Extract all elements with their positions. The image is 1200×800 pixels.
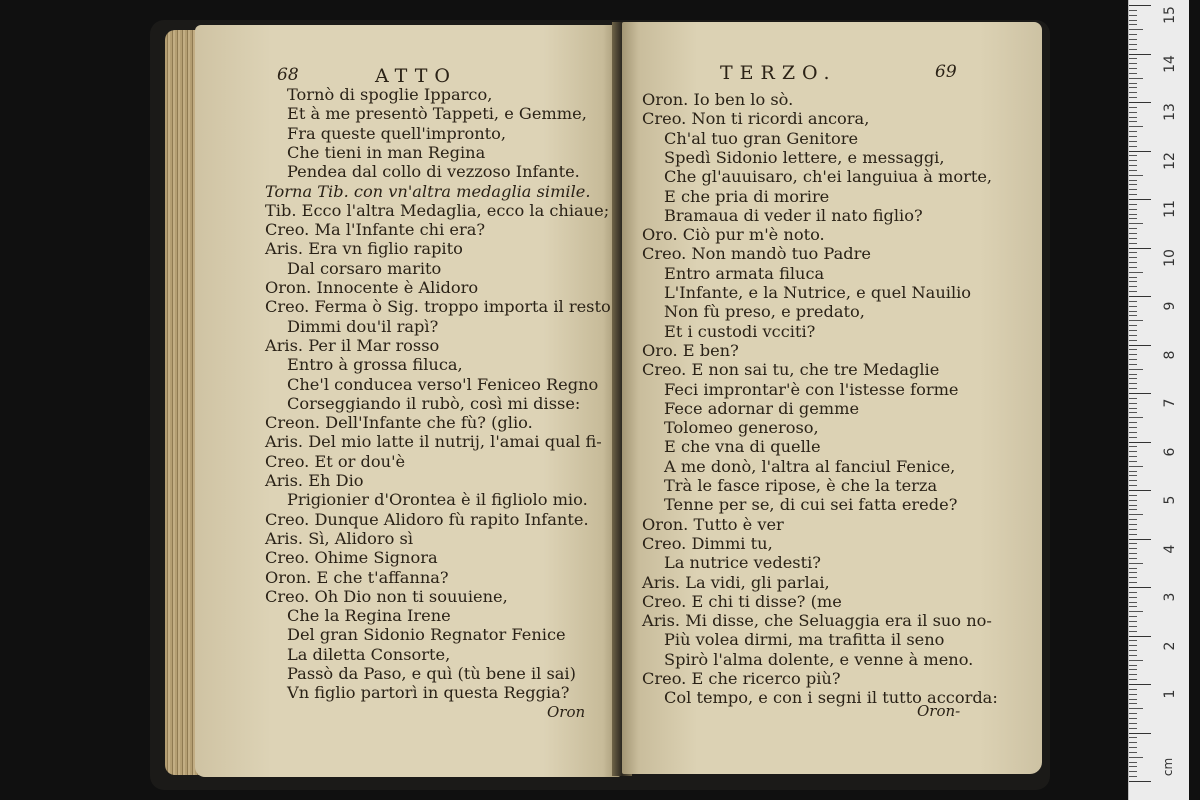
text-line: Del gran Sidonio Regnator Fenice	[287, 625, 566, 645]
ruler-tick	[1129, 485, 1137, 486]
ruler-number: 1	[1162, 689, 1178, 699]
ruler-tick	[1129, 291, 1137, 292]
ruler-tick	[1129, 626, 1137, 627]
left-page-number: 68	[277, 65, 299, 85]
text-line: Aris. Per il Mar rosso	[265, 335, 440, 355]
ruler-tick	[1129, 136, 1137, 137]
text-line: L'Infante, e la Nutrice, e quel Nauilio	[664, 283, 972, 302]
ruler-tick	[1129, 107, 1137, 108]
measurement-ruler	[1128, 0, 1189, 800]
ruler-tick	[1129, 403, 1137, 404]
ruler-tick	[1129, 427, 1137, 428]
text-line: Creo. E che ricerco più?	[642, 669, 841, 688]
text-line: Aris. Sì, Alidoro sì	[265, 528, 414, 548]
ruler-tick	[1129, 180, 1137, 181]
text-line: Oron. Io ben lo sò.	[642, 90, 794, 109]
ruler-tick	[1129, 466, 1143, 467]
ruler-tick	[1129, 63, 1137, 64]
ruler-tick	[1129, 495, 1137, 496]
ruler-tick	[1129, 490, 1151, 491]
ruler-tick	[1129, 597, 1137, 598]
text-line: Creo. Dimmi tu,	[642, 533, 773, 553]
ruler-tick	[1129, 262, 1137, 263]
text-line: Creo. Ferma ò Sig. troppo importa il resto	[265, 297, 611, 317]
ruler-tick	[1129, 776, 1137, 777]
ruler-tick	[1129, 383, 1137, 384]
ruler-tick	[1129, 611, 1143, 612]
left-catchword: Oron	[547, 703, 586, 721]
right-page-header: TERZO.	[720, 62, 837, 84]
ruler-number: 14	[1162, 54, 1178, 73]
text-line: Prigionier d'Orontea è il figliolo mio.	[287, 490, 588, 510]
ruler-tick	[1129, 417, 1143, 418]
ruler-tick	[1129, 679, 1137, 680]
ruler-tick	[1129, 20, 1137, 21]
ruler-tick	[1129, 243, 1137, 244]
text-line: Et à me presentò Tappeti, e Gemme,	[287, 104, 587, 124]
ruler-tick	[1129, 762, 1137, 763]
ruler-tick	[1129, 15, 1137, 16]
ruler-tick	[1129, 757, 1143, 758]
ruler-tick	[1129, 645, 1137, 646]
ruler-tick	[1129, 563, 1143, 564]
ruler-tick	[1129, 446, 1137, 447]
ruler-tick	[1129, 660, 1143, 661]
text-line: Tenne per se, di cui sei fatta erede?	[664, 495, 958, 515]
ruler-number: 12	[1162, 151, 1178, 170]
text-line: Oron. Tutto è ver	[642, 514, 784, 534]
ruler-tick	[1129, 577, 1137, 578]
text-line: Che tieni in man Regina	[287, 142, 486, 162]
text-line: Non fù preso, e predato,	[664, 302, 865, 322]
ruler-tick	[1129, 92, 1137, 93]
ruler-tick	[1129, 238, 1137, 239]
ruler-unit-label: cm	[1161, 757, 1176, 777]
ruler-tick	[1129, 170, 1137, 171]
ruler-tick	[1129, 5, 1151, 6]
ruler-number: 9	[1162, 301, 1178, 311]
ruler-tick	[1129, 747, 1137, 748]
ruler-tick	[1129, 592, 1137, 593]
ruler-tick	[1129, 223, 1143, 224]
ruler-tick	[1129, 228, 1137, 229]
ruler-tick	[1129, 480, 1137, 481]
ruler-tick	[1129, 146, 1137, 147]
ruler-tick	[1129, 369, 1143, 370]
ruler-tick	[1129, 374, 1137, 375]
ruler-tick	[1129, 39, 1137, 40]
ruler-tick	[1129, 184, 1137, 185]
ruler-tick	[1129, 514, 1143, 515]
ruler-tick	[1129, 451, 1137, 452]
ruler-tick	[1129, 728, 1137, 729]
ruler-tick	[1129, 733, 1151, 734]
text-line: Creo. Ohime Signora	[265, 548, 438, 568]
ruler-tick	[1129, 364, 1137, 365]
ruler-tick	[1129, 461, 1137, 462]
text-line: Aris. La vidi, gli parlai,	[642, 572, 830, 592]
text-line: Creo. Oh Dio non ti souuiene,	[265, 586, 508, 606]
ruler-tick	[1129, 252, 1137, 253]
ruler-tick	[1129, 257, 1137, 258]
text-line: Creo. Dunque Alidoro fù rapito Infante.	[265, 509, 589, 529]
ruler-number: 7	[1162, 398, 1178, 408]
text-line: Creo. Non ti ricordi ancora,	[642, 109, 870, 129]
text-line: Torna Tib. con vn'altra medaglia simile.	[265, 181, 591, 201]
ruler-number: 13	[1162, 103, 1178, 121]
ruler-tick	[1129, 199, 1151, 200]
ruler-tick	[1129, 708, 1143, 709]
ruler-tick	[1129, 87, 1137, 88]
text-line: Oron. Innocente è Alidoro	[265, 278, 479, 297]
text-line: Fra queste quell'impronto,	[287, 123, 507, 143]
text-line: Oro. Ciò pur m'è noto.	[642, 225, 825, 245]
ruler-tick	[1129, 771, 1137, 772]
ruler-tick	[1129, 73, 1137, 74]
left-page	[195, 25, 620, 777]
text-line: Dimmi dou'il rapì?	[287, 316, 439, 336]
ruler-number: 6	[1162, 447, 1178, 456]
ruler-tick	[1129, 703, 1137, 704]
ruler-tick	[1129, 97, 1137, 98]
ruler-tick	[1129, 582, 1137, 583]
ruler-tick	[1129, 44, 1137, 45]
ruler-tick	[1129, 78, 1143, 79]
ruler-tick	[1129, 388, 1137, 389]
text-line: Oro. E ben?	[642, 340, 739, 360]
text-line: Corseggiando il rubò, così mi disse:	[287, 393, 581, 413]
text-line: Bramaua di veder il nato figlio?	[664, 205, 923, 225]
ruler-number: 2	[1162, 641, 1178, 650]
text-line: Creo. Ma l'Infante chi era?	[265, 220, 486, 240]
text-line: Che la Regina Irene	[287, 606, 451, 626]
ruler-tick	[1129, 437, 1137, 438]
ruler-tick	[1129, 655, 1137, 656]
ruler-tick	[1129, 529, 1137, 530]
text-line: Feci improntar'è con l'istesse forme	[664, 379, 959, 399]
ruler-tick	[1129, 553, 1137, 554]
right-page-number: 69	[935, 62, 957, 82]
ruler-tick	[1129, 233, 1137, 234]
ruler-tick	[1129, 335, 1137, 336]
left-page-header: ATTO	[375, 65, 457, 87]
ruler-tick	[1129, 393, 1151, 394]
ruler-tick	[1129, 248, 1151, 249]
ruler-tick	[1129, 102, 1151, 103]
text-line: A me donò, l'altra al fanciul Fenice,	[664, 456, 956, 476]
ruler-tick	[1129, 408, 1137, 409]
ruler-tick	[1129, 165, 1137, 166]
text-line: Che gl'auuisaro, ch'ei languiua à morte,	[664, 167, 993, 187]
ruler-tick	[1129, 572, 1137, 573]
ruler-tick	[1129, 519, 1137, 520]
text-line: Tolomeo generoso,	[664, 418, 819, 438]
ruler-tick	[1129, 281, 1137, 282]
right-catchword: Oron-	[917, 702, 961, 720]
ruler-tick	[1129, 194, 1137, 195]
ruler-tick	[1129, 141, 1137, 142]
ruler-tick	[1129, 306, 1137, 307]
text-line: Più volea dirmi, ma trafitta il seno	[664, 630, 945, 650]
ruler-number: 3	[1162, 592, 1178, 602]
ruler-tick	[1129, 665, 1137, 666]
ruler-number: 5	[1162, 495, 1178, 505]
ruler-tick	[1129, 621, 1137, 622]
text-line: Che'l conducea verso'l Feniceo Regno	[287, 374, 599, 394]
text-line: Tib. Ecco l'altra Medaglia, ecco la chiaue;	[265, 200, 610, 220]
ruler-number: 15	[1162, 6, 1178, 24]
ruler-tick	[1129, 587, 1151, 588]
text-line: Aris. Eh Dio	[265, 471, 364, 490]
ruler-tick	[1129, 117, 1137, 118]
ruler-tick	[1129, 500, 1137, 501]
ruler-tick	[1129, 718, 1137, 719]
ruler-tick	[1129, 398, 1137, 399]
ruler-tick	[1129, 548, 1137, 549]
ruler-tick	[1129, 204, 1137, 205]
text-line: Aris. Del mio latte il nutrij, l'amai qual fi-	[265, 432, 602, 452]
ruler-tick	[1129, 189, 1137, 190]
ruler-tick	[1129, 214, 1137, 215]
ruler-tick	[1129, 742, 1137, 743]
ruler-tick	[1129, 422, 1137, 423]
ruler-tick	[1129, 277, 1137, 278]
ruler-tick	[1129, 723, 1137, 724]
text-line: Aris. Mi disse, che Seluaggia era il suo no-	[642, 611, 992, 631]
text-line: Passò da Paso, e quì (tù bene il sai)	[287, 664, 576, 683]
ruler-tick	[1129, 126, 1143, 127]
ruler-tick	[1129, 602, 1137, 603]
ruler-tick	[1129, 320, 1143, 321]
text-line: Trà le fasce ripose, è che la terza	[664, 476, 938, 495]
text-line: Fece adornar di gemme	[664, 398, 860, 418]
ruler-tick	[1129, 694, 1137, 695]
ruler-tick	[1129, 311, 1137, 312]
ruler-tick	[1129, 669, 1137, 670]
text-line: Creo. Non mandò tuo Padre	[642, 244, 871, 264]
text-line: Ch'al tuo gran Genitore	[664, 128, 859, 148]
ruler-tick	[1129, 286, 1137, 287]
ruler-tick	[1129, 684, 1151, 685]
ruler-tick	[1129, 175, 1143, 176]
ruler-tick	[1129, 354, 1137, 355]
ruler-tick	[1129, 49, 1137, 50]
ruler-tick	[1129, 121, 1137, 122]
ruler-tick	[1129, 378, 1137, 379]
ruler-tick	[1129, 160, 1137, 161]
text-line: Pendea dal collo di vezzoso Infante.	[287, 162, 580, 182]
text-line: Creo. E non sai tu, che tre Medaglie	[642, 360, 940, 380]
ruler-tick	[1129, 34, 1137, 35]
text-line: Tornò di spoglie Ipparco,	[287, 85, 493, 104]
ruler-number: 10	[1162, 248, 1178, 267]
ruler-tick	[1129, 475, 1137, 476]
text-line: Creo. Et or dou'è	[265, 451, 406, 471]
ruler-tick	[1129, 340, 1137, 341]
ruler-tick	[1129, 539, 1151, 540]
ruler-tick	[1129, 636, 1151, 637]
ruler-tick	[1129, 155, 1137, 156]
ruler-tick	[1129, 766, 1137, 767]
text-line: Col tempo, e con i segni il tutto accorda:	[664, 688, 998, 708]
ruler-tick	[1129, 218, 1137, 219]
text-line: E che pria di morire	[664, 186, 830, 206]
text-line: Spedì Sidonio lettere, e messaggi,	[664, 147, 945, 167]
ruler-tick	[1129, 631, 1137, 632]
ruler-tick	[1129, 412, 1137, 413]
ruler-tick	[1129, 432, 1137, 433]
text-line: Creo. E chi ti disse? (me	[642, 591, 842, 611]
text-line: E che vna di quelle	[664, 437, 821, 457]
ruler-tick	[1129, 29, 1143, 30]
ruler-tick	[1129, 24, 1137, 25]
ruler-tick	[1129, 606, 1137, 607]
ruler-tick	[1129, 359, 1137, 360]
ruler-tick	[1129, 131, 1137, 132]
text-line: Et i custodi vcciti?	[664, 321, 816, 341]
ruler-tick	[1129, 325, 1137, 326]
ruler-tick	[1129, 640, 1137, 641]
ruler-tick	[1129, 781, 1151, 782]
ruler-tick	[1129, 505, 1137, 506]
ruler-tick	[1129, 674, 1137, 675]
text-line: Vn figlio partorì in questa Reggia?	[287, 683, 570, 703]
ruler-tick	[1129, 524, 1137, 525]
ruler-tick	[1129, 442, 1151, 443]
text-line: Aris. Era vn figlio rapito	[265, 239, 463, 259]
ruler-tick	[1129, 301, 1137, 302]
ruler-number: 8	[1162, 350, 1178, 359]
ruler-number: 11	[1162, 200, 1178, 218]
text-line: Entro à grossa filuca,	[287, 355, 463, 375]
ruler-tick	[1129, 296, 1151, 297]
ruler-tick	[1129, 112, 1137, 113]
text-line: Dal corsaro marito	[287, 258, 442, 278]
ruler-tick	[1129, 330, 1137, 331]
ruler-tick	[1129, 558, 1137, 559]
ruler-tick	[1129, 699, 1137, 700]
text-line: Oron. E che t'affanna?	[265, 567, 449, 587]
ruler-tick	[1129, 10, 1137, 11]
right-page	[622, 22, 1042, 774]
ruler-tick	[1129, 568, 1137, 569]
text-line: La diletta Consorte,	[287, 644, 451, 664]
ruler-tick	[1129, 509, 1137, 510]
ruler-tick	[1129, 68, 1137, 69]
ruler-number: 4	[1162, 544, 1178, 553]
ruler-tick	[1129, 713, 1137, 714]
ruler-tick	[1129, 151, 1151, 152]
ruler-tick	[1129, 349, 1137, 350]
ruler-tick	[1129, 58, 1137, 59]
ruler-tick	[1129, 737, 1137, 738]
text-line: Creon. Dell'Infante che fù? (glio.	[265, 413, 533, 433]
ruler-tick	[1129, 689, 1137, 690]
ruler-tick	[1129, 456, 1137, 457]
ruler-tick	[1129, 650, 1137, 651]
ruler-tick	[1129, 345, 1151, 346]
text-line: La nutrice vedesti?	[664, 553, 821, 573]
ruler-tick	[1129, 616, 1137, 617]
ruler-tick	[1129, 543, 1137, 544]
ruler-tick	[1129, 272, 1143, 273]
ruler-tick	[1129, 54, 1151, 55]
ruler-tick	[1129, 267, 1137, 268]
text-line: Entro armata filuca	[664, 263, 825, 283]
ruler-tick	[1129, 752, 1137, 753]
ruler-tick	[1129, 471, 1137, 472]
text-line: Spirò l'alma dolente, e venne à meno.	[664, 649, 974, 669]
ruler-tick	[1129, 534, 1137, 535]
ruler-tick	[1129, 83, 1137, 84]
ruler-tick	[1129, 315, 1137, 316]
ruler-tick	[1129, 209, 1137, 210]
